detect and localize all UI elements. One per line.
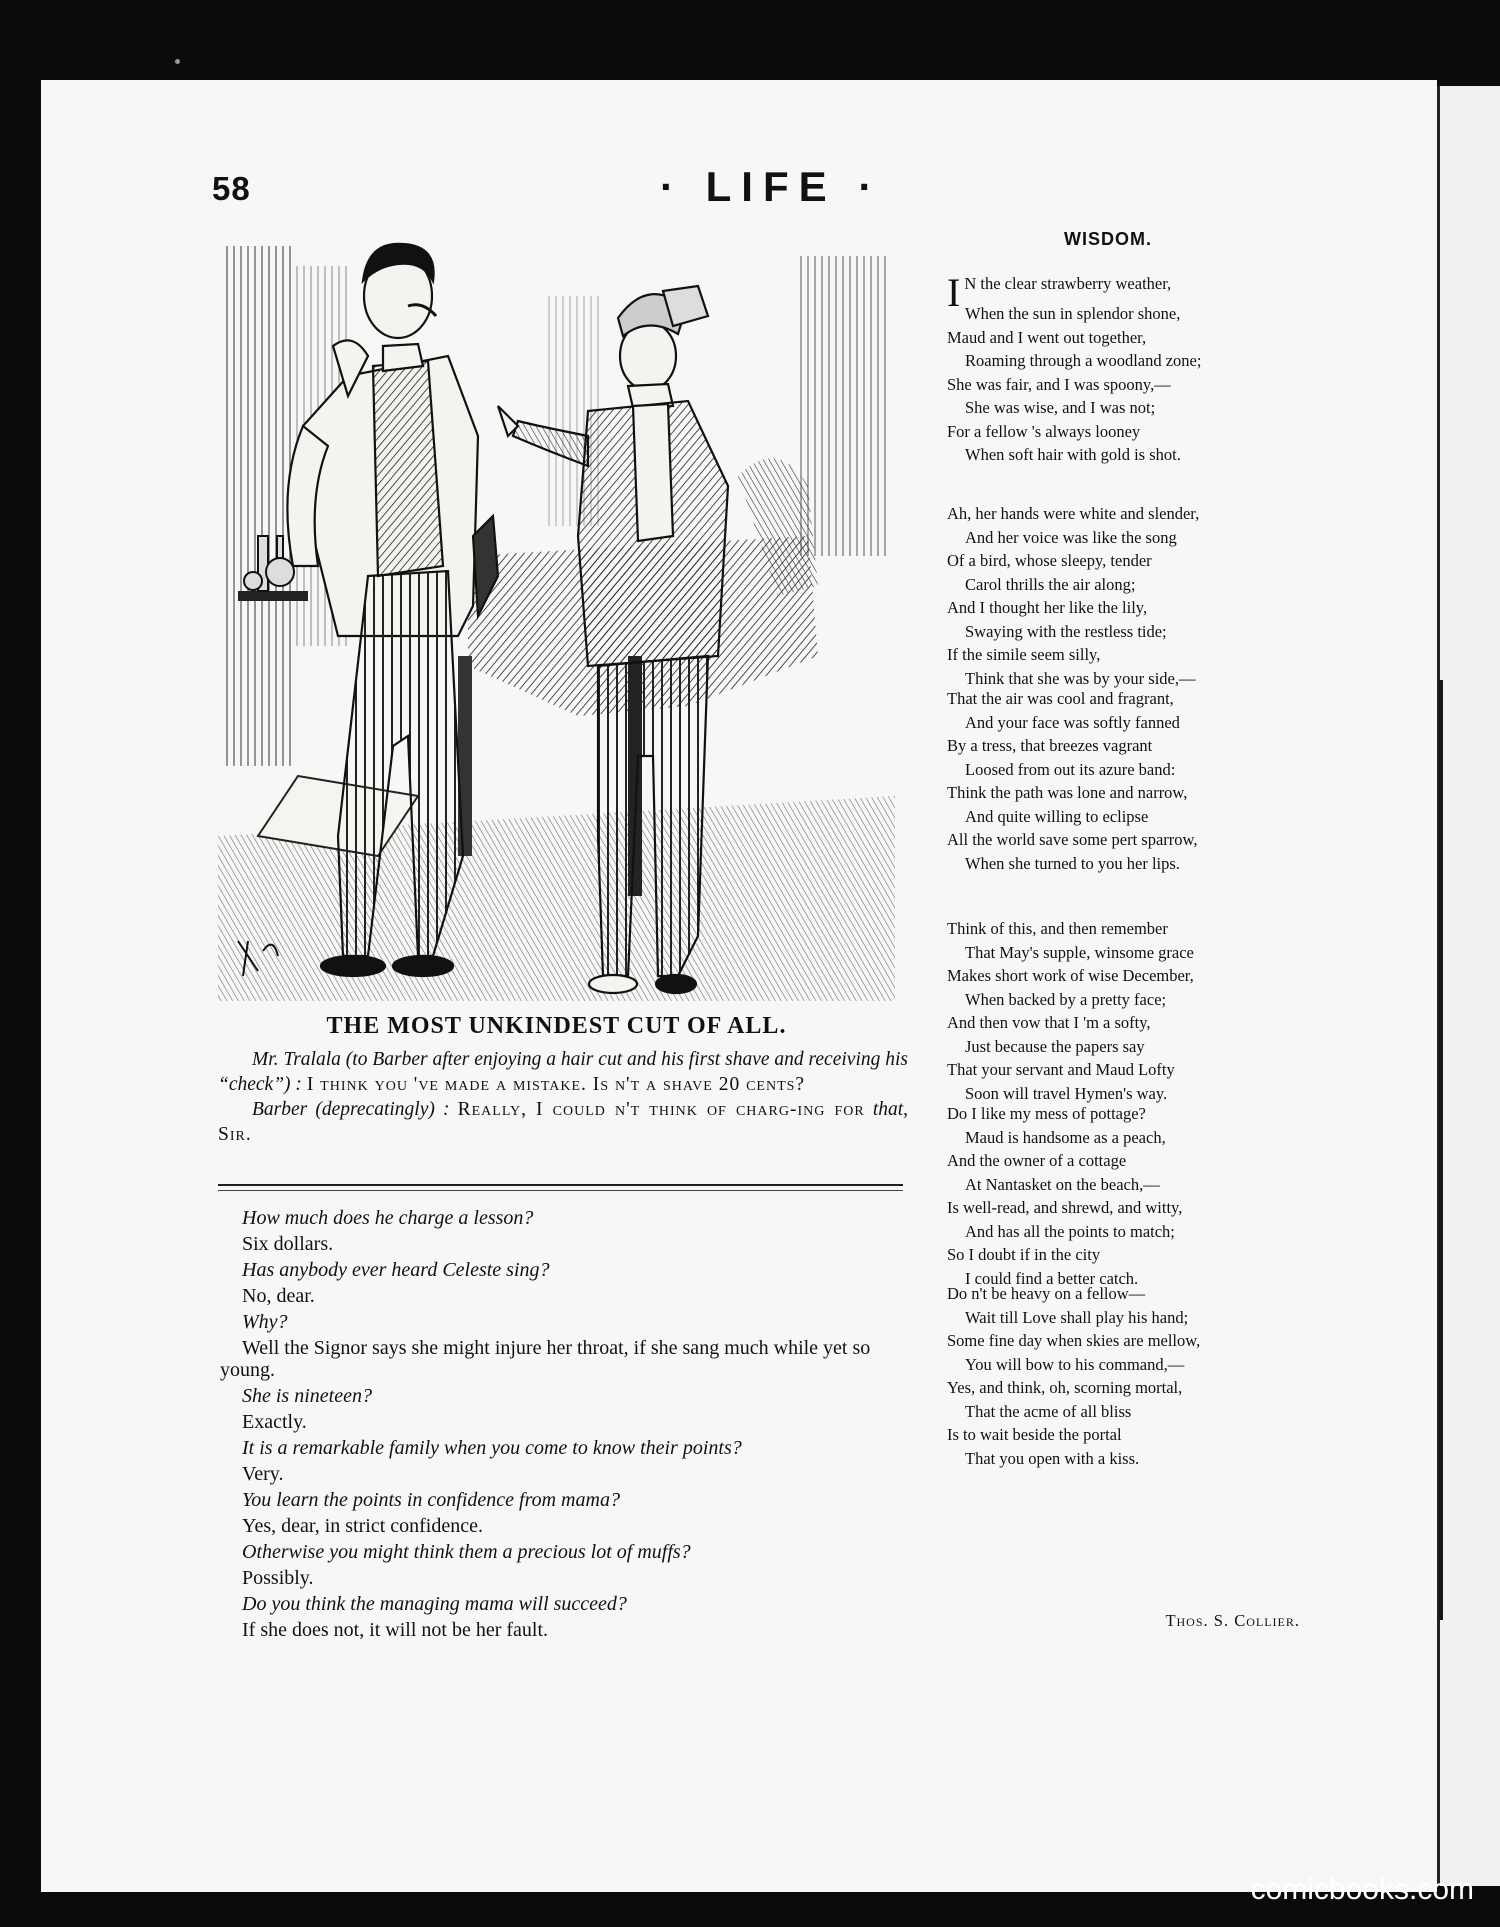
poem-stanza	[947, 1282, 1307, 1470]
caption-stage-direction-2: (deprecatingly) :	[315, 1099, 450, 1120]
dialogue-question: Do you think the managing mama will succeed?	[242, 1593, 627, 1615]
dialogue-question: It is a remarkable family when you come to know their points?	[242, 1437, 742, 1459]
poem-line-text: Wait till Love shall play his hand;	[965, 1307, 1189, 1327]
poem-line-text: That the acme of all bliss	[965, 1401, 1132, 1421]
poem-line	[947, 1376, 1307, 1400]
poem-line	[947, 828, 1307, 852]
poem-line-text: And then vow that I 'm a softy,	[947, 1013, 1151, 1032]
poem-line	[947, 1306, 1307, 1330]
cartoon-title: THE MOST UNKINDEST CUT OF ALL.	[326, 1013, 787, 1039]
poem-line	[947, 526, 1307, 550]
poem-line-text: And the owner of a cottage	[947, 1151, 1127, 1170]
poem-line-text: That you open with a kiss.	[965, 1448, 1140, 1468]
poem-line-text: You will bow to his command,—	[965, 1354, 1185, 1374]
poem-line-text: Do I like my mess of pottage?	[947, 1104, 1146, 1123]
caption-paragraph-2	[218, 1097, 908, 1147]
poem-line-text: If the simile seem silly,	[947, 645, 1101, 664]
poem-line	[947, 805, 1307, 829]
dialogue-question: Otherwise you might think them a precious lot of muffs?	[242, 1541, 691, 1563]
poem-line-text: She was fair, and I was spoony,—	[947, 374, 1171, 394]
poem-line	[947, 941, 1307, 965]
divider-rule-thin	[218, 1190, 903, 1191]
poem-line-text: All the world save some pert sparrow,	[947, 830, 1198, 849]
poem-line	[947, 620, 1307, 644]
adjacent-page-edge	[1437, 86, 1500, 1886]
poem-line	[947, 988, 1307, 1012]
poem-line-text: When she turned to you her lips.	[965, 853, 1180, 873]
poem-line	[947, 1102, 1307, 1126]
dialogue-answer: No, dear.	[242, 1285, 315, 1307]
poem-line	[947, 573, 1307, 597]
poem-line	[947, 734, 1307, 758]
poem-line-text: And your face was softly fanned	[965, 712, 1180, 732]
wall-shading	[223, 246, 293, 766]
caption-speaker-1: Mr. Tralala	[252, 1049, 341, 1070]
poem-line	[947, 917, 1307, 941]
poem-line-text: When backed by a pretty face;	[965, 989, 1167, 1009]
poem-line-text: And quite willing to eclipse	[965, 806, 1149, 826]
poem-line	[947, 302, 1307, 326]
poem-line-text: That the air was cool and fragrant,	[947, 689, 1174, 708]
poem-line-text: N the clear strawberry weather,	[964, 274, 1172, 293]
dialogue-question: How much does he charge a lesson?	[242, 1207, 534, 1229]
poem-line-text: Yes, and think, oh, scorning mortal,	[947, 1378, 1183, 1397]
poem-line	[947, 373, 1307, 397]
poem-line	[947, 420, 1307, 444]
dialogue-answer: Possibly.	[242, 1567, 314, 1589]
dialogue-question: Why?	[242, 1311, 288, 1333]
poem-line-text: That your servant and Maud Lofty	[947, 1060, 1175, 1079]
poem-line	[947, 758, 1307, 782]
poem-line-text: Maud and I went out together,	[947, 327, 1147, 347]
poem-line-text: Swaying with the restless tide;	[965, 621, 1167, 641]
poem-author: Thos. S. Collier.	[1165, 1611, 1300, 1630]
poem-line	[947, 396, 1307, 420]
caption-speaker-2: Barber	[252, 1099, 308, 1120]
shelf	[238, 591, 308, 601]
dialogue-column	[220, 1207, 910, 1645]
poem-line	[947, 1035, 1307, 1059]
poem-line-text: Of a bird, whose sleepy, tender	[947, 551, 1152, 570]
poem-line-text: Think the path was lone and narrow,	[947, 783, 1188, 802]
poem-line-text: That May's supple, winsome grace	[965, 942, 1194, 962]
poem-line-text: When soft hair with gold is shot.	[965, 445, 1181, 464]
poem-line	[947, 1447, 1307, 1471]
dialogue-answer: Six dollars.	[242, 1233, 334, 1255]
dialogue-answer: Exactly.	[242, 1411, 307, 1433]
poem-stanza	[947, 917, 1307, 1105]
poem-line	[947, 1353, 1307, 1377]
page-gutter-shadow	[1439, 680, 1443, 1620]
poem-line	[947, 1149, 1307, 1173]
poem-line-text: Is to wait beside the portal	[947, 1425, 1122, 1444]
poem-line-text: And her voice was like the song	[965, 527, 1177, 547]
caption-line-2-end: Sir.	[218, 1124, 252, 1145]
poem-line-text: For a fellow 's always looney	[947, 421, 1141, 441]
poem-line	[947, 549, 1307, 573]
caption-line-2: Really, I could n't think of charg-ing for	[457, 1099, 865, 1120]
poem-line-text: Think of this, and then remember	[947, 919, 1168, 938]
poem-line-text: Ah, her hands were white and slender,	[947, 504, 1200, 523]
poem-line	[947, 349, 1307, 373]
poem-line-text: Some fine day when skies are mellow,	[947, 1331, 1201, 1350]
poem-line	[947, 443, 1307, 467]
poem-line-text: Soon will travel Hymen's way.	[965, 1083, 1168, 1103]
dialogue-answer: Well the Signor says she might injure her throat, if she sang much while yet so young.	[220, 1337, 871, 1381]
poem-line	[947, 711, 1307, 735]
poem-line	[947, 852, 1307, 876]
poem-line-text: At Nantasket on the beach,—	[965, 1174, 1160, 1194]
poem-line	[947, 1220, 1307, 1244]
caption-paragraph-1	[218, 1047, 908, 1097]
poem-line-text: And I thought her like the lily,	[947, 598, 1148, 617]
poem-line	[947, 502, 1307, 526]
poem-line	[947, 643, 1307, 667]
poem-line	[947, 964, 1307, 988]
caption-emphasis: that,	[872, 1099, 909, 1120]
divider-rule	[218, 1184, 903, 1186]
poem-line	[947, 1329, 1307, 1353]
poem-stanza	[947, 1102, 1307, 1290]
poem-line-text: Is well-read, and shrewd, and witty,	[947, 1198, 1183, 1217]
caption-stage-direction-1: (to Barber after enjoying a hair cut and his first shave and receiving his “check”) :	[218, 1049, 909, 1095]
dialogue-question: She is nineteen?	[242, 1385, 372, 1407]
poem-line	[947, 1423, 1307, 1447]
poem-stanza	[947, 502, 1307, 690]
dialogue-question: Has anybody ever heard Celeste sing?	[242, 1259, 550, 1281]
poem-line-text: Maud is handsome as a peach,	[965, 1127, 1166, 1147]
page-number: 58	[212, 170, 251, 207]
poem-line	[947, 596, 1307, 620]
poem-line-text: Just because the papers say	[965, 1036, 1145, 1056]
poem-line-text: She was wise, and I was not;	[965, 398, 1156, 417]
poem-line	[947, 1173, 1307, 1197]
poem-line-text: Carol thrills the air along;	[965, 574, 1136, 594]
poem-line-text: So I doubt if in the city	[947, 1245, 1101, 1264]
poem-line-text: When the sun in splendor shone,	[965, 304, 1181, 323]
poem-line-text: Do n't be heavy on a fellow—	[947, 1284, 1146, 1303]
poem-line	[947, 1196, 1307, 1220]
drop-cap: I	[947, 270, 961, 315]
cartoon-illustration	[218, 236, 895, 1001]
poem-line-text: Think that she was by your side,—	[965, 668, 1196, 688]
cartoon-caption	[218, 1047, 908, 1147]
poem-stanza	[947, 272, 1307, 467]
caption-line-1: I think you 've made a mistake. Is n't a shave 20 cents?	[306, 1074, 806, 1095]
poem-line-text: And has all the points to match;	[965, 1221, 1175, 1241]
poem-line	[947, 781, 1307, 805]
poem-title: WISDOM.	[1064, 229, 1152, 249]
poem-line	[947, 1011, 1307, 1035]
dialogue-answer: Yes, dear, in strict confidence.	[242, 1515, 483, 1537]
poem-line-text: Makes short work of wise December,	[947, 966, 1194, 985]
poem-line	[947, 326, 1307, 350]
watermark: comicbooks.com	[1250, 1873, 1474, 1906]
poem-stanza	[947, 687, 1307, 875]
dialogue-answer: Very.	[242, 1463, 284, 1485]
dialogue-question: You learn the points in confidence from mama?	[242, 1489, 620, 1511]
poem-line-text: Loosed from out its azure band:	[965, 759, 1176, 779]
poem-line	[947, 1126, 1307, 1150]
poem-line	[947, 1058, 1307, 1082]
masthead: · LIFE ·	[660, 163, 883, 210]
dialogue-answer: If she does not, it will not be her fault.	[242, 1619, 549, 1641]
poem-line	[947, 1282, 1307, 1306]
poem-line-text: By a tress, that breezes vagrant	[947, 736, 1153, 755]
poem-line	[947, 687, 1307, 711]
scan-artifact	[175, 59, 180, 64]
poem-line-text: I could find a better catch.	[965, 1268, 1139, 1288]
poem-line-text: Roaming through a woodland zone;	[965, 351, 1202, 370]
poem-line	[947, 1243, 1307, 1267]
poem-line	[947, 1400, 1307, 1424]
